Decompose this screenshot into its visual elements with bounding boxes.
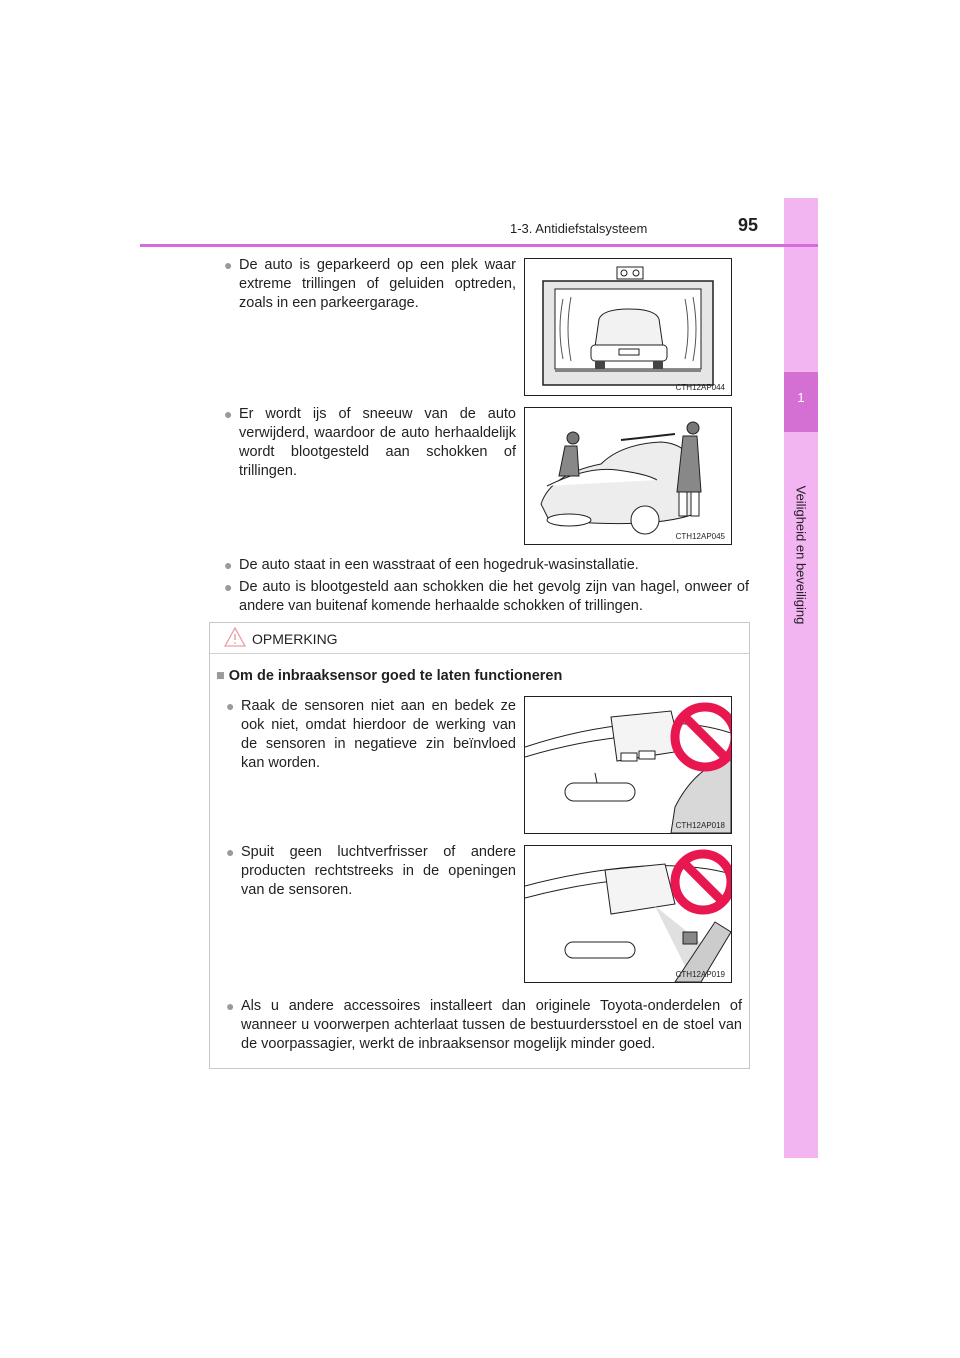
bullet-icon: ● <box>224 406 233 422</box>
snow-removal-drawing <box>525 408 731 544</box>
list-item-text: Raak de sensoren niet aan en bedek ze ook niet, omdat hierdoor de werking van de sensoren in negatieve zin beïnvloed kan worden. <box>241 698 516 771</box>
note-title: OPMERKING <box>252 631 338 647</box>
list-item <box>226 843 516 900</box>
parking-garage-illustration <box>524 258 732 396</box>
bullet-icon: ● <box>224 579 233 595</box>
warning-triangle-icon <box>224 627 246 647</box>
page-number: 95 <box>738 215 759 235</box>
list-item-text: De auto is geparkeerd op een plek waar extreme trillingen of geluiden optreden, zoals in een parkeergarage. <box>239 257 516 311</box>
figure-code: CTH12AP019 <box>675 970 725 979</box>
list-item-text: Er wordt ijs of sneeuw van de auto verwijderd, waardoor de auto herhaaldelijk wordt blootgesteld aan schokken of trillingen. <box>239 406 516 479</box>
header-rule <box>140 244 818 247</box>
bullet-icon: ● <box>226 998 235 1014</box>
list-item <box>224 556 749 575</box>
note-heading-text: Om de inbraaksensor goed te laten functioneren <box>228 668 563 684</box>
chapter-number: 1 <box>797 390 805 405</box>
sensor-touch-drawing <box>525 697 731 833</box>
sensor-spray-drawing <box>525 846 731 982</box>
note-heading <box>216 668 562 684</box>
bullet-icon: ● <box>226 844 235 860</box>
bullet-icon: ● <box>224 557 233 573</box>
figure-code: CTH12AP045 <box>675 532 725 541</box>
figure-code: CTH12AP044 <box>675 383 725 392</box>
list-item <box>226 997 742 1054</box>
list-item <box>226 697 516 773</box>
list-item-text: De auto staat in een wasstraat of een hogedruk-wasinstallatie. <box>239 557 639 573</box>
sensor-touch-illustration <box>524 696 732 834</box>
list-item <box>224 405 516 481</box>
parking-garage-drawing <box>525 259 731 395</box>
list-item-text: Als u andere accessoires installeert dan originele Toyota-onderdelen of wanneer u voorwerpen achterlaat tussen de bestuurdersstoel en de stoel van de voorpassagier, werkt de inbraaksensor mogelijk minder goed. <box>241 998 742 1052</box>
list-item <box>224 256 516 313</box>
side-tab <box>784 198 818 1158</box>
bullet-icon: ● <box>226 698 235 714</box>
figure-code: CTH12AP018 <box>675 821 725 830</box>
bullet-icon: ● <box>224 257 233 273</box>
list-item-text: Spuit geen luchtverfrisser of andere producten rechtstreeks in de openingen van de sensoren. <box>241 844 516 898</box>
note-header-divider <box>210 653 749 654</box>
list-item-text: De auto is blootgesteld aan schokken die het gevolg zijn van hagel, onweer of andere van buitenaf komende herhaalde schokken of trillingen. <box>239 579 749 614</box>
snow-removal-illustration <box>524 407 732 545</box>
list-item <box>224 578 749 616</box>
square-bullet-icon: ■ <box>216 668 225 684</box>
chapter-label: Veiligheid en beveiliging <box>793 485 809 625</box>
section-title: 1-3. Antidiefstalsysteem <box>510 221 648 236</box>
sensor-spray-illustration <box>524 845 732 983</box>
